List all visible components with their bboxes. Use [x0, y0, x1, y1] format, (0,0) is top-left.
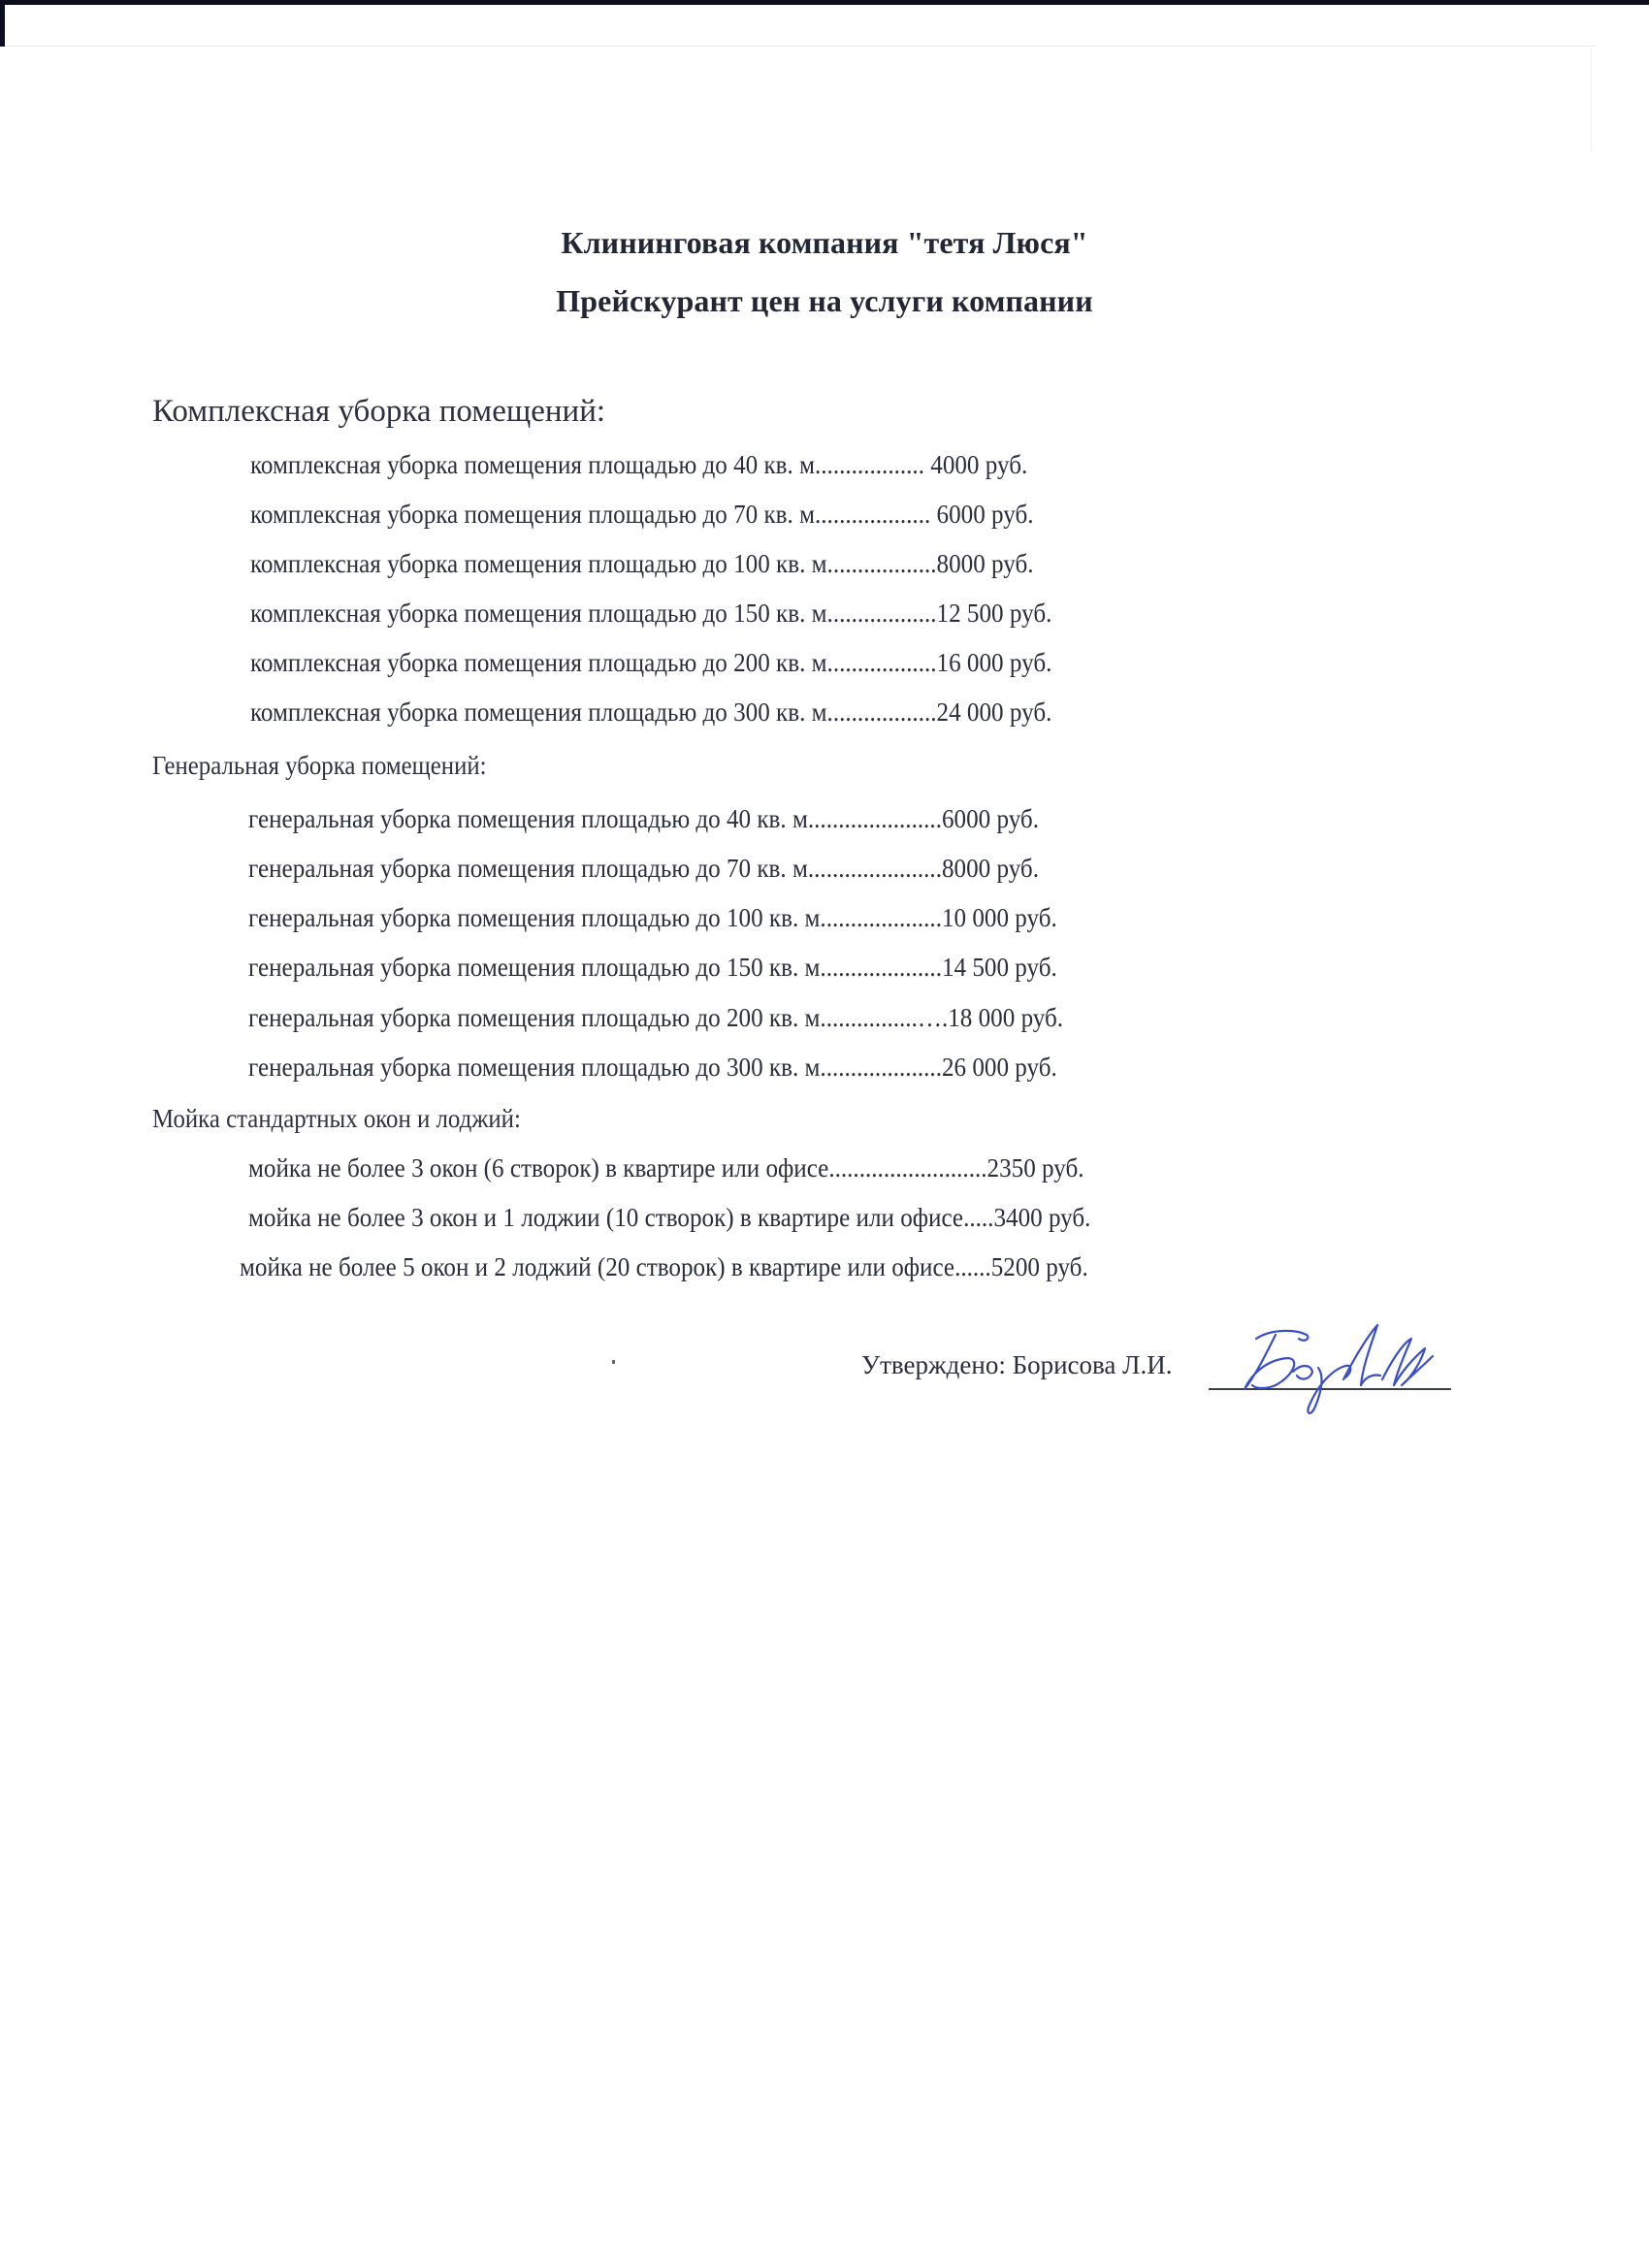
price-item	[250, 599, 1051, 629]
service-price: 24 000 руб.	[936, 697, 1052, 727]
service-price: 16 000 руб.	[936, 648, 1052, 677]
service-price: 10 000 руб.	[941, 903, 1057, 932]
service-name: генеральная уборка помещения площадью до 200 кв. м	[248, 1003, 821, 1032]
service-name: комплексная уборка помещения площадью до 70 кв. м	[250, 500, 815, 529]
service-price: 6000 руб.	[941, 804, 1039, 833]
service-name: генеральная уборка помещения площадью до 70 кв. м	[248, 854, 808, 883]
price-item	[240, 1252, 1088, 1282]
service-price: 18 000 руб.	[948, 1003, 1064, 1032]
section-heading-complex-cleaning: Комплексная уборка помещений:	[152, 394, 606, 429]
scan-left-edge	[0, 0, 5, 47]
scan-fold-line	[5, 46, 1596, 47]
service-price: 8000 руб.	[941, 854, 1039, 883]
price-item	[250, 450, 1027, 480]
price-item	[248, 804, 1039, 834]
dot-leader: ......................	[807, 854, 942, 883]
service-price: 26 000 руб.	[941, 1053, 1057, 1082]
service-price: 6000 руб.	[930, 500, 1034, 529]
approval-label: Утверждено: Борисова Л.И.	[861, 1350, 1173, 1379]
dot-leader: ...................	[814, 500, 931, 529]
service-name: комплексная уборка помещения площадью до 300 кв. м	[250, 697, 827, 727]
signature-stroke	[1245, 1335, 1294, 1389]
signature-stroke	[1382, 1339, 1433, 1385]
price-item	[250, 549, 1034, 579]
dot-leader: ....................	[820, 1053, 942, 1082]
dot-leader: ....................	[820, 903, 942, 932]
price-item	[248, 1053, 1057, 1083]
dot-leader: ......................	[807, 804, 942, 833]
price-item	[248, 903, 1057, 933]
price-item	[250, 500, 1034, 530]
service-price: 2350 руб.	[986, 1153, 1084, 1183]
price-item	[248, 1203, 1090, 1233]
scan-top-edge	[0, 0, 1649, 5]
price-item	[248, 1153, 1084, 1183]
service-name: комплексная уборка помещения площадью до 40 кв. м	[250, 450, 815, 479]
service-name: мойка не более 3 окон (6 створок) в квартире или офисе	[248, 1153, 829, 1183]
service-price: 3400 руб.	[993, 1203, 1091, 1232]
dot-leader: ..................	[826, 549, 937, 578]
price-item	[248, 1003, 1063, 1033]
section-heading-general-cleaning: Генеральная уборка помещений:	[152, 751, 487, 780]
dot-leader: ..................	[814, 450, 924, 479]
signature-stroke	[1256, 1331, 1308, 1341]
section-heading-window-washing: Мойка стандартных окон и лоджий:	[152, 1104, 521, 1133]
dot-leader: ................….	[820, 1003, 949, 1032]
service-price: 5200 руб.	[990, 1252, 1088, 1281]
service-name: генеральная уборка помещения площадью до 40 кв. м	[248, 804, 808, 833]
service-name: генеральная уборка помещения площадью до 100 кв. м	[248, 903, 821, 932]
service-name: комплексная уборка помещения площадью до 100 кв. м	[250, 549, 827, 578]
handwritten-signature	[1217, 1321, 1450, 1418]
service-name: комплексная уборка помещения площадью до 150 кв. м	[250, 599, 827, 628]
dot-leader: ..................	[826, 599, 937, 628]
scan-speck	[612, 1360, 615, 1364]
dot-leader: ..................	[826, 648, 937, 677]
service-name: мойка не более 5 окон и 2 лоджий (20 створок) в квартире или офисе	[240, 1252, 955, 1281]
price-item	[250, 648, 1051, 678]
price-item	[248, 854, 1039, 884]
dot-leader: ......	[954, 1252, 991, 1281]
dot-leader: ..................	[826, 697, 937, 727]
price-item	[250, 697, 1051, 728]
dot-leader: ..........................	[828, 1153, 987, 1183]
service-name: мойка не более 3 окон и 1 лоджии (10 створок) в квартире или офисе	[248, 1203, 964, 1232]
company-title: Клининговая компания "тетя Люся"	[561, 225, 1088, 260]
dot-leader: .....	[963, 1203, 994, 1232]
service-name: комплексная уборка помещения площадью до 200 кв. м	[250, 648, 827, 677]
service-name: генеральная уборка помещения площадью до 150 кв. м	[248, 953, 821, 982]
dot-leader: ....................	[820, 953, 942, 982]
service-price: 4000 руб.	[923, 450, 1028, 479]
service-price: 8000 руб.	[936, 549, 1034, 578]
signature-stroke	[1293, 1366, 1312, 1378]
scan-right-line	[1591, 46, 1592, 152]
service-name: генеральная уборка помещения площадью до 300 кв. м	[248, 1053, 821, 1082]
price-item	[248, 953, 1057, 983]
service-price: 12 500 руб.	[936, 599, 1052, 628]
signature-stroke	[1343, 1325, 1380, 1385]
signature-stroke	[1308, 1366, 1350, 1413]
price-list-title: Прейскурант цен на услуги компании	[556, 283, 1093, 318]
service-price: 14 500 руб.	[941, 953, 1057, 982]
